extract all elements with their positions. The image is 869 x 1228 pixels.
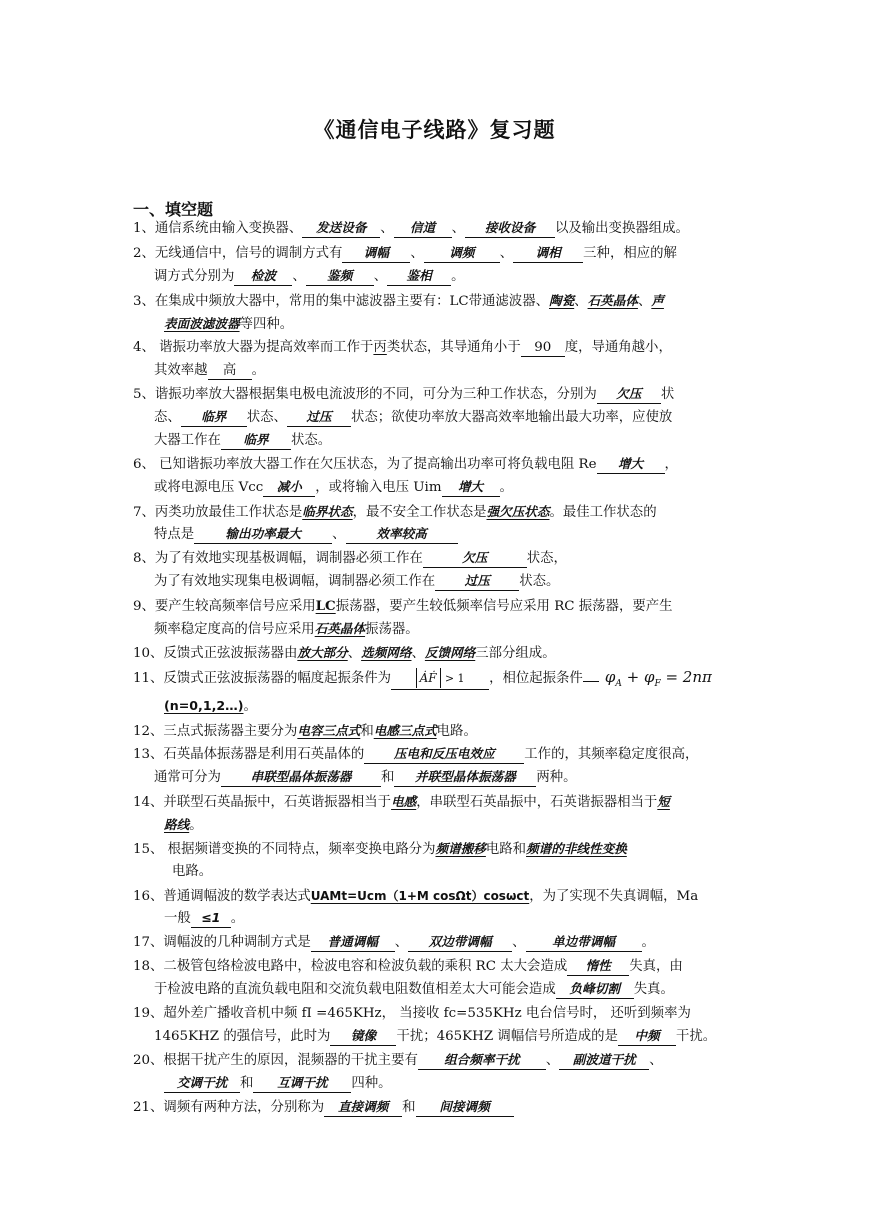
answer: 调幅 <box>363 245 389 260</box>
answer: 90 <box>534 340 552 355</box>
answer: 欠压 <box>462 550 488 565</box>
answer: UAMt=Ucm（1+M cosΩt）cosωct <box>310 889 530 903</box>
question-5-line-3: 大器工作在 临界 状态。 <box>154 432 332 448</box>
answer: 石英晶体 <box>314 621 366 636</box>
question-15: 15、 根据频谱变换的不同特点，频率变换电路分为频谱搬移电路和频谱的非线性变换 <box>133 841 627 857</box>
answer: 高 <box>222 363 237 378</box>
answer: 选频网络 <box>361 645 412 660</box>
answer: 声 <box>651 293 664 308</box>
answer: 中频 <box>634 1028 660 1043</box>
answer: 调相 <box>535 245 561 260</box>
question-20-line-2: 交调干扰 和 互调干扰 四种。 <box>164 1074 743 1094</box>
section-heading: 一、填空题 <box>133 200 214 219</box>
answer: 镜像 <box>350 1028 377 1043</box>
question-11: 11、反馈式正弦波振荡器的幅度起振条件为 ȦḞ > 1 ，相位起振条件 $\varphi_A + \varphi_F = 2n\pi$ <box>133 668 712 689</box>
answer: 临界 <box>201 409 227 424</box>
answer: 反馈网络 <box>424 645 476 660</box>
answer: 临界状态 <box>302 504 353 519</box>
question-1: 1、通信系统由输入变换器、 发送设备 、 信道 、 接收设备 以及输出变换器组成。 <box>133 220 689 236</box>
answer: 交调干扰 <box>176 1075 228 1090</box>
question-8-line-2: 为了有效地实现集电极调幅，调制器必须工作在 过压 状态。 <box>154 573 560 589</box>
question-9-line-2: 频率稳定度高的信号应采用石英晶体振荡器。 <box>154 621 419 637</box>
answer: 输出功率最大 <box>225 526 301 541</box>
answer: 双边带调幅 <box>428 934 492 949</box>
question-4: 4、 谐振功率放大器为提高效率而工作于丙类状态，其导通角小于 90 度，导通角越小， <box>133 340 672 355</box>
question-17: 17、调幅波的几种调制方式是 普通调幅 、 双边带调幅 、 单边带调幅 。 <box>133 934 655 950</box>
answer: 并联型晶体振荡器 <box>414 769 516 784</box>
question-9: 9、要产生较高频率信号应采用LC振荡器，要产生较低频率信号应采用 RC 振荡器，要产生 <box>133 598 673 614</box>
question-12: 12、三点式振荡器主要分为电容三点式和电感三点式电路。 <box>133 723 477 739</box>
question-21: 21、调频有两种方法，分别称为 直接调频 和 间接调频 <box>133 1098 743 1118</box>
answer: 路线 <box>164 817 190 832</box>
question-16: 16、普通调幅波的数学表达式UAMt=Ucm（1+M cosΩt）cosωct，为了实现不失真调幅，Ma <box>133 889 699 904</box>
answer: 过压 <box>306 409 332 424</box>
answer: 鉴频 <box>327 268 353 283</box>
question-5-line-2: 态、 临界 状态、 过压 状态；欲使功率放大器高效率地输出最大功率，应使放 <box>154 409 673 425</box>
answer: 直接调频 <box>337 1099 389 1114</box>
answer: 信道 <box>410 220 436 235</box>
answer: 单边带调幅 <box>552 934 615 949</box>
answer: 增大 <box>457 479 484 494</box>
question-19: 19、超外差广播收音机中频 fI =465KHz， 当接收 fc=535KHz 电台信号时， 还听到频率为 <box>133 1006 691 1021</box>
answer: 副波道干扰 <box>572 1052 636 1067</box>
answer: 电容三点式 <box>297 723 361 738</box>
question-13: 13、石英晶体振荡器是利用石英晶体的 压电和反压电效应 工作的，其频率稳定度很高， <box>133 746 699 762</box>
question-6: 6、 已知谐振功率放大器工作在欠压状态，为了提高输出功率可将负载电阻 Re 增大 ， <box>133 456 678 472</box>
question-20: 20、根据干扰产生的原因，混频器的干扰主要有 组合频率干扰 、 副波道干扰 、 <box>133 1052 663 1068</box>
question-2: 2、无线通信中，信号的调制方式有 调幅 、 调频 、 调相 三种，相应的解 <box>133 245 677 261</box>
amplitude-condition: ȦḞ <box>416 668 441 688</box>
question-7-line-2: 特点是 输出功率最大 、 效率较高 <box>154 525 743 545</box>
answer: 陶瓷 <box>548 293 575 308</box>
answer: 惰性 <box>585 958 611 973</box>
answer: 频谱搬移 <box>435 841 486 856</box>
answer: 普通调幅 <box>327 934 378 949</box>
answer: 接收设备 <box>484 220 536 235</box>
question-11-line-2: (n=0,1,2…)。 <box>164 698 257 714</box>
answer: 互调干扰 <box>277 1075 328 1090</box>
answer: 石英晶体 <box>587 293 638 308</box>
question-14-line-2: 路线。 <box>164 817 203 833</box>
phase-condition: $\varphi_A + \varphi_F = 2n\pi$ <box>604 668 712 689</box>
question-7: 7、丙类功放最佳工作状态是临界状态，最不安全工作状态是强欠压状态。最佳工作状态的 <box>133 504 657 520</box>
question-14: 14、并联型石英晶振中，石英谐振器相当于电感，串联型石英晶振中，石英谐振器相当于短 <box>133 794 670 810</box>
answer: 短 <box>657 794 670 809</box>
question-18: 18、二极管包络检波电路中，检波电容和检波负载的乘积 RC 太大会造成 惰性 失真，由 <box>133 958 683 974</box>
answer: 强欠压状态 <box>486 504 550 519</box>
answer: LC <box>315 598 336 614</box>
question-6-line-2: 或将电源电压 Vcc 减小 ，或将输入电压 Uim 增大 。 <box>154 479 513 495</box>
question-4-line-2: 其效率越 高 。 <box>154 363 265 378</box>
answer: 欠压 <box>616 386 642 401</box>
answer: 增大 <box>617 456 644 471</box>
answer: 电感三点式 <box>373 723 437 738</box>
answer: 减小 <box>276 479 302 494</box>
question-19-line-2: 1465KHZ 的强信号，此时为 镜像 干扰；465KHZ 调幅信号所造成的是 中频 干扰。 <box>154 1028 717 1044</box>
question-16-line-2: 一般 ≤1 。 <box>164 910 245 926</box>
question-8: 8、为了有效地实现基极调幅，调制器必须工作在 欠压 状态， <box>133 550 567 566</box>
answer: 鉴相 <box>406 268 432 283</box>
answer: 过压 <box>464 573 490 588</box>
answer: 发送设备 <box>316 220 367 235</box>
answer: 串联型晶体振荡器 <box>250 769 352 784</box>
answer: 电感 <box>391 794 417 809</box>
question-18-line-2: 于检波电路的直流负载电阻和交流负载电阻数值相差太大可能会造成 负峰切割 失真。 <box>154 981 674 997</box>
question-5: 5、谐振功率放大器根据集电极电流波形的不同，可分为三种工作状态，分别为 欠压 状 <box>133 386 675 402</box>
answer: 频谱的非线性变换 <box>526 841 627 856</box>
answer: 丙 <box>373 340 387 355</box>
answer: 临界 <box>243 432 269 447</box>
question-13-line-2: 通常可分为 串联型晶体振荡器 和 并联型晶体振荡器 两种。 <box>154 769 577 785</box>
answer: 放大部分 <box>297 645 348 660</box>
answer: 调频 <box>449 245 475 260</box>
answer: 间接调频 <box>439 1099 490 1114</box>
question-2-line-2: 调方式分别为 检波 、 鉴频 、 鉴相 。 <box>154 268 465 284</box>
answer: 表面波滤波器 <box>164 316 240 331</box>
answer: 压电和反压电效应 <box>393 746 495 761</box>
question-15-line-2: 电路。 <box>172 864 213 879</box>
answer: 组合频率干扰 <box>444 1052 520 1067</box>
answer: 效率较高 <box>376 526 427 541</box>
answer: 检波 <box>250 268 276 283</box>
document-title: 《通信电子线路》复习题 <box>313 118 556 142</box>
answer: ≤1 <box>201 910 221 925</box>
question-3: 3、在集成中频放大器中，常用的集中滤波器主要有：LC带通滤波器、陶瓷、石英晶体、声 <box>133 293 664 309</box>
question-10: 10、反馈式正弦波振荡器由放大部分、选频网络、反馈网络三部分组成。 <box>133 645 556 661</box>
answer: 负峰切割 <box>569 981 620 996</box>
question-3-line-2: 表面波滤波器等四种。 <box>164 316 294 332</box>
